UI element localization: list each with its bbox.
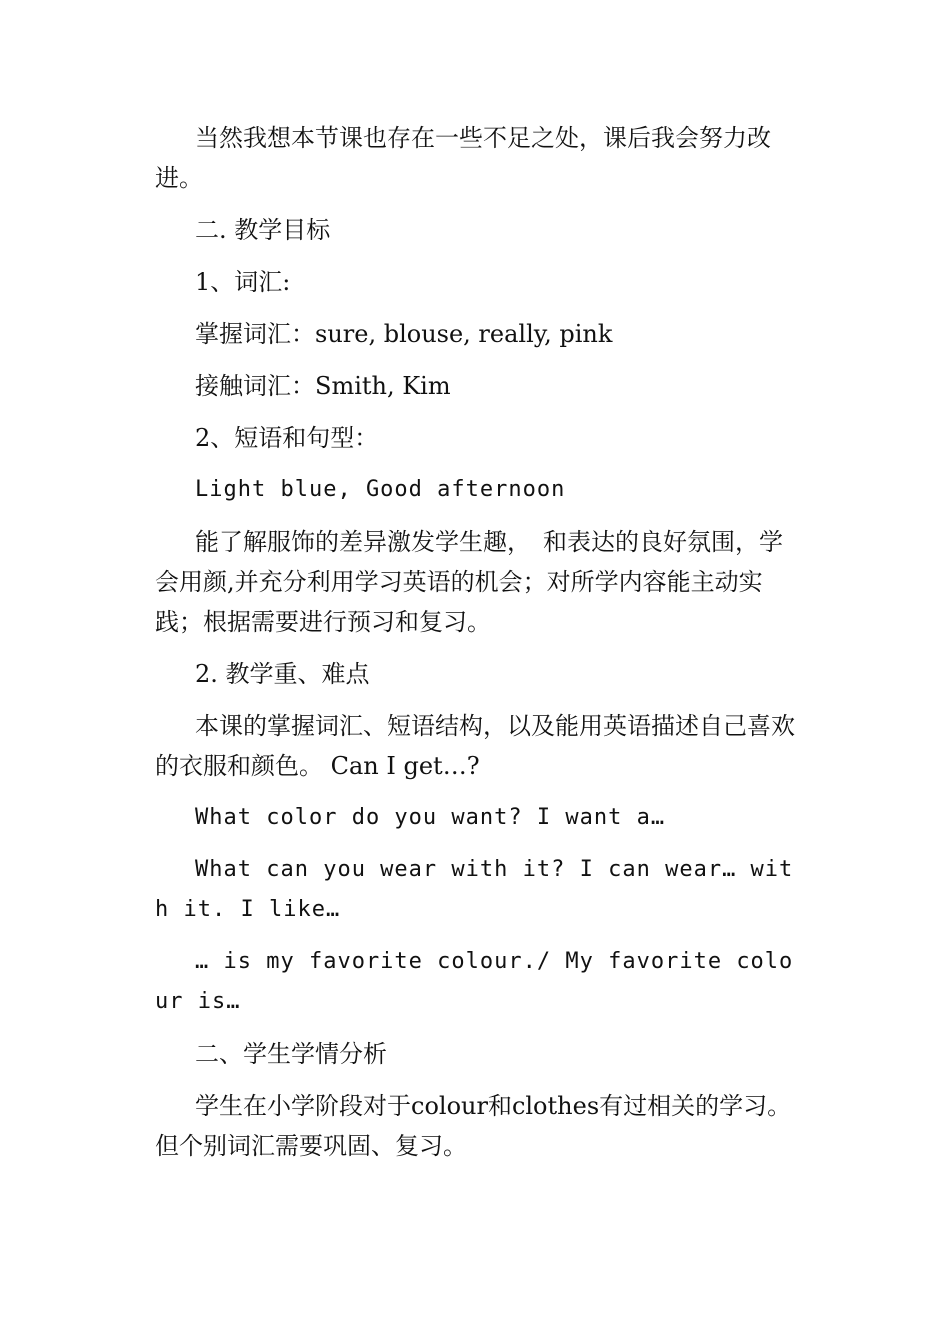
paragraph-key-content: 本课的掌握词汇、短语结构，以及能用英语描述自己喜欢的衣服和颜色。 Can I get…?: [155, 712, 795, 780]
phrase-line: Light blue, Good afternoon: [195, 477, 566, 502]
heading-student-analysis: 二、学生学情分析: [195, 1040, 387, 1068]
paragraph-ability-goals: 能了解服饰的差异激发学生趣， 和表达的良好氛围，学会用颜,并充分利用学习英语的机会；对所学内容能主动实践；根据需要进行预习和复习。: [155, 528, 783, 636]
sentence-pattern-1: What color do you want? I want a…: [195, 805, 666, 830]
subheading-phrases-sentences: 2、短语和句型：: [195, 424, 379, 452]
vocabulary-contact-line: 接触词汇：Smith, Kim: [195, 372, 451, 400]
vocabulary-master-line: 掌握词汇：sure, blouse, really, pink: [195, 320, 613, 348]
paragraph-student-analysis: 学生在小学阶段对于colour和clothes有过相关的学习。但个别词汇需要巩固、复习。: [155, 1092, 792, 1160]
sentence-pattern-3: … is my favorite colour./ My favorite colour is…: [155, 949, 794, 1014]
paragraph-conclusion: 当然我想本节课也存在一些不足之处，课后我会努力改进。: [155, 124, 771, 192]
subheading-vocabulary: 1、词汇:: [195, 268, 291, 296]
heading-teaching-goals: 二. 教学目标: [195, 216, 331, 244]
sentence-pattern-2: What can you wear with it? I can wear… with it. I like…: [155, 857, 794, 922]
heading-key-difficulties: 2. 教学重、难点: [195, 660, 370, 688]
document-body: [155, 118, 805, 1178]
